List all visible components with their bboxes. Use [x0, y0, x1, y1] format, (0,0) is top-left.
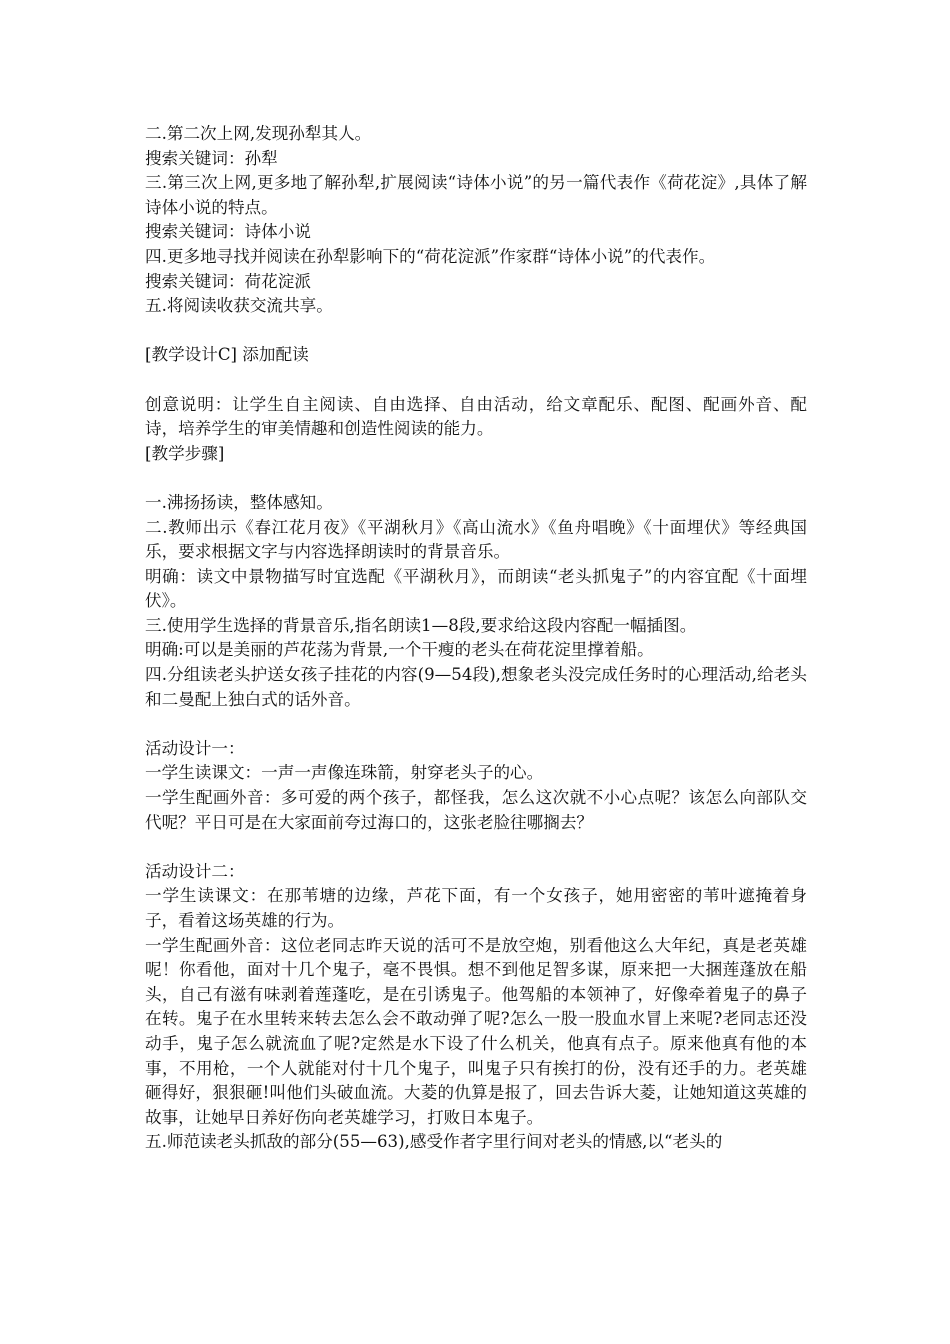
blank-line	[145, 712, 807, 737]
paragraph: 三.第三次上网,更多地了解孙犁,扩展阅读“诗体小说”的另一篇代表作《荷花淀》,具体了解诗体小说的特点。	[145, 173, 807, 217]
paragraph: 搜索关键词：孙犁	[145, 148, 278, 168]
paragraph: 四.分组读老头护送女孩子挂花的内容(9—54段),想象老头没完成任务时的心理活动,给老头和二曼配上独白式的话外音。	[145, 665, 807, 709]
paragraph: [教学设计C] 添加配读	[145, 345, 309, 365]
paragraph: 二.教师出示《春江花月夜》《平湖秋月》《高山流水》《鱼舟唱晚》《十面埋伏》等经典国乐，要求根据文字与内容选择朗读时的背景音乐。	[145, 517, 807, 562]
paragraph: 一学生配画外音：多可爱的两个孩子，都怪我，怎么这次就不小心点呢？该怎么向部队交代呢？平日可是在大家面前夸过海口的，这张老脸往哪搁去？	[145, 788, 807, 832]
paragraph: 活动设计一：	[145, 738, 245, 758]
paragraph: 活动设计二：	[145, 861, 245, 881]
paragraph: 四.更多地寻找并阅读在孙犁影响下的“荷花淀派”作家群“诗体小说”的代表作。	[145, 246, 716, 266]
paragraph: 明确：读文中景物描写时宜选配《平湖秋月》，而朗读“老头抓鬼子”的内容宜配《十面埋伏》。	[145, 566, 807, 611]
paragraph: 创意说明：让学生自主阅读、自由选择、自由活动，给文章配乐、配图、配画外音、配诗，培养学生的审美情趣和创造性阅读的能力。	[145, 394, 807, 439]
paragraph: 一学生配画外音：这位老同志昨天说的活可不是放空炮，别看他这么大年纪，真是老英雄呢！你看他，面对十几个鬼子，毫不畏惧。想不到他足智多谋，原来把一大捆莲蓬放在船头，自己有滋有味剥着莲蓬吃，是在引诱鬼子。他驾船的本领神了，好像牵着鬼子的鼻子在转。鬼子在水里转来转去怎么会不敢动弹了呢?怎么一股一股血水冒上来呢?老同志还没动手，鬼子怎么就流血了呢?定然是水下设了什么机关，他真有点子。原来他真有他的本事，不用枪，一个人就能对付十几个鬼子，叫鬼子只有挨打的份，没有还手的力。老英雄砸得好，狠狠砸!叫他们头破血流。大菱的仇算是报了，回去告诉大菱，让她知道这英雄的故事，让她早日养好伤向老英雄学习，打败日本鬼子。	[145, 935, 807, 1127]
paragraph: 二.第二次上网,发现孙犁其人。	[145, 124, 372, 143]
paragraph: 一学生读课文：一声一声像连珠箭，射穿老头子的心。	[145, 763, 544, 783]
paragraph: 搜索关键词：诗体小说	[145, 222, 311, 242]
blank-line	[145, 319, 807, 344]
blank-line	[145, 466, 807, 491]
paragraph: [教学步骤]	[145, 443, 225, 463]
paragraph: 三.使用学生选择的背景音乐,指名朗读1—8段,要求给这段内容配一幅插图。	[145, 615, 697, 635]
paragraph: 五.将阅读收获交流共享。	[145, 296, 333, 316]
paragraph: 一.沸扬扬读，整体感知。	[145, 492, 333, 512]
paragraph: 一学生读课文：在那苇塘的边缘，芦花下面，有一个女孩子，她用密密的苇叶遮掩着身子，看着这场英雄的行为。	[145, 886, 807, 930]
blank-line	[145, 368, 807, 393]
blank-line	[145, 835, 807, 860]
paragraph: 明确:可以是美丽的芦花荡为背景,一个干瘦的老头在荷花淀里撑着船。	[145, 640, 654, 660]
paragraph: 搜索关键词：荷花淀派	[145, 271, 311, 291]
paragraph: 五.师范读老头抓敌的部分(55—63),感受作者字里行间对老头的情感,以“老头的	[145, 1132, 723, 1152]
document-body	[145, 122, 807, 1155]
